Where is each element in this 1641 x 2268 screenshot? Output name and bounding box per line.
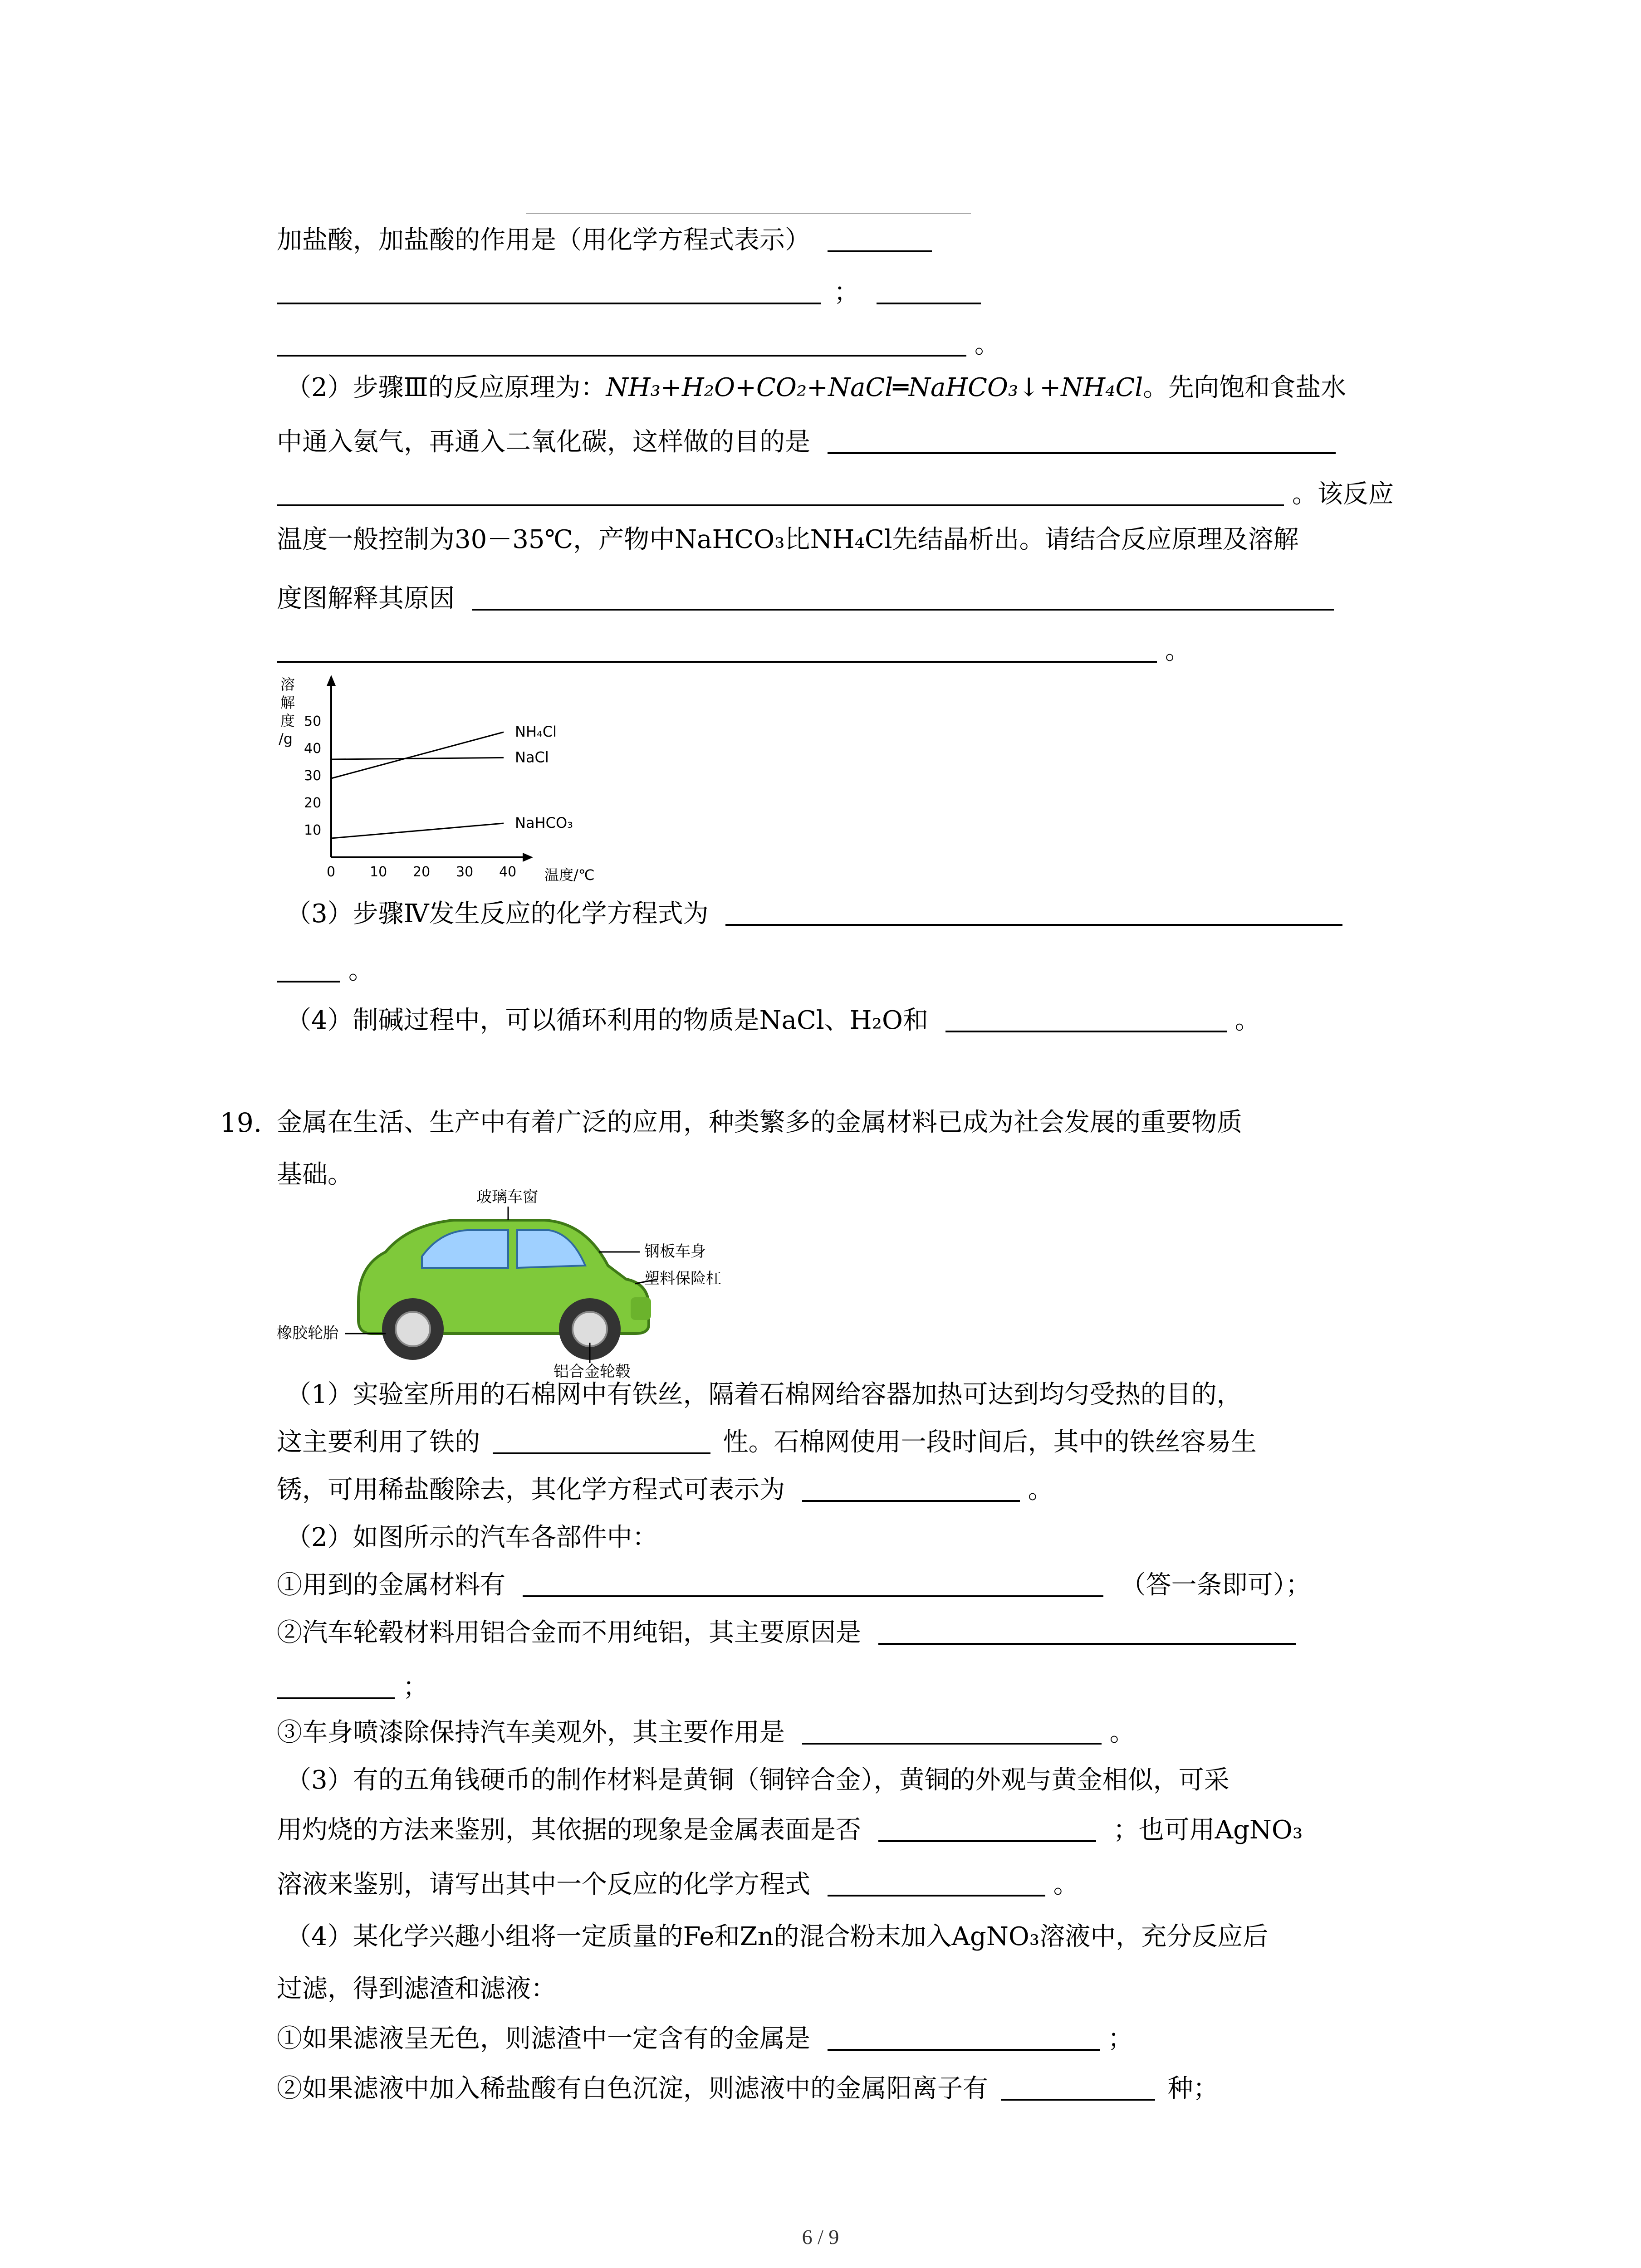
q18-part2-line3: 。该反应: [277, 476, 1394, 513]
series-line: [331, 758, 504, 759]
q18-line3: 。: [277, 327, 1000, 363]
x-tick-label: 20: [413, 864, 431, 880]
answer-blank[interactable]: [277, 953, 340, 982]
answer-blank[interactable]: [878, 1813, 1096, 1842]
q18-part2-line2: 中通入氨气，再通入二氧化碳，这样做的目的是: [277, 424, 1336, 460]
chart-ylabel-3: 度: [280, 712, 295, 729]
answer-blank[interactable]: [802, 1716, 1102, 1745]
series-line: [331, 823, 504, 838]
series-label: NH₄Cl: [515, 723, 557, 740]
q19-part4-line2: 过滤，得到滤渣和滤液：: [277, 1974, 556, 2004]
y-tick-label: 50: [304, 714, 322, 729]
q19-part3-line3: 溶液来鉴别，请写出其中一个反应的化学方程式 。: [277, 1867, 1079, 1903]
q19-part2-item3: ③车身喷漆除保持汽车美观外，其主要作用是 。: [277, 1715, 1135, 1751]
answer-blank[interactable]: [277, 327, 966, 357]
q18-part2-line4: 温度一般控制为30－35℃，产物中NaHCO₃比NH₄Cl先结晶析出。请结合反应原理及溶解: [277, 525, 1299, 554]
x-tick-label: 10: [370, 864, 387, 880]
series-label: NaCl: [515, 748, 549, 766]
answer-blank[interactable]: [828, 2022, 1100, 2051]
x-tick-label: 30: [456, 864, 474, 880]
q19-part2-title: （2）如图所示的汽车各部件中：: [286, 1523, 658, 1552]
y-tick-label: 10: [304, 822, 322, 838]
q19-intro-line1: 金属在生活、生产中有着广泛的应用，种类繁多的金属材料已成为社会发展的重要物质: [277, 1108, 1242, 1137]
chart-ylabel-2: 解: [280, 694, 295, 711]
q19-part4-item2: ②如果滤液中加入稀盐酸有白色沉淀，则滤液中的金属阳离子有 种；: [277, 2071, 1219, 2107]
car-illustration: [272, 1188, 726, 1379]
chart-xlabel: 温度/℃: [544, 866, 595, 884]
x-tick-label: 40: [499, 864, 517, 880]
y-tick-label: 40: [304, 741, 322, 757]
q19-part4-line1: （4）某化学兴趣小组将一定质量的Fe和Zn的混合粉末加入AgNO₃溶液中，充分反应后: [286, 1922, 1269, 1951]
answer-blank[interactable]: [472, 582, 1334, 611]
x-tick-label: 0: [327, 864, 336, 880]
chart-ylabel-4: /g: [279, 730, 293, 748]
series-line: [331, 732, 504, 778]
answer-blank[interactable]: [493, 1425, 710, 1454]
chart-ylabel-1: 溶: [280, 676, 295, 693]
q18-part3-line1: （3）步骤Ⅳ发生反应的化学方程式为: [286, 896, 1342, 932]
q19-part1-line1: （1）实验室所用的石棉网中有铁丝，隔着石棉网给容器加热可达到均匀受热的目的，: [286, 1380, 1242, 1409]
q19-part2-item2: ②汽车轮毂材料用铝合金而不用纯铝，其主要原因是: [277, 1615, 1296, 1651]
q19-part2-item1: ①用到的金属材料有 （答一条即可）；: [277, 1567, 1311, 1603]
q19-intro-line2: 基础。: [277, 1160, 353, 1189]
answer-blank[interactable]: [828, 223, 932, 252]
y-tick-label: 20: [304, 795, 322, 811]
q19-part1-line2: 这主要利用了铁的 性。石棉网使用一段时间后，其中的铁丝容易生: [277, 1424, 1257, 1461]
q18-part2-line6: 。: [277, 633, 1190, 669]
q18-part4: （4）制碱过程中，可以循环利用的物质是NaCl、H₂O和 。: [286, 1002, 1260, 1039]
q19-part1-line3: 锈，可用稀盐酸除去，其化学方程式可表示为 。: [277, 1472, 1053, 1508]
answer-blank[interactable]: [878, 1616, 1296, 1645]
answer-blank[interactable]: [277, 1670, 395, 1699]
x-axis-arrow: [523, 853, 533, 862]
answer-blank[interactable]: [828, 425, 1336, 454]
question-number: 19.: [220, 1107, 262, 1138]
label-bumper: 塑料保险杠: [644, 1270, 721, 1288]
y-axis-arrow: [327, 675, 336, 686]
q19-part3-line2: 用灼烧的方法来鉴别，其依据的现象是金属表面是否 ；也可用AgNO₃: [277, 1812, 1303, 1848]
answer-blank[interactable]: [277, 275, 821, 304]
q18-line2: ；: [277, 274, 981, 311]
answer-blank[interactable]: [828, 1867, 1045, 1897]
label-wheel: 铝合金轮毂: [554, 1363, 631, 1379]
answer-blank[interactable]: [945, 1003, 1227, 1032]
label-body: 钢板车身: [644, 1242, 706, 1261]
answer-blank[interactable]: [1001, 2072, 1155, 2101]
reaction-equation: NH₃+H₂O+CO₂+NaCl═NaHCO₃↓+NH₄Cl: [606, 373, 1143, 402]
top-divider: [526, 213, 971, 214]
q19-part2-item2-cont: ；: [277, 1669, 428, 1706]
q18-part2-line1: （2）步骤Ⅲ的反应原理为：NH₃+H₂O+CO₂+NaCl═NaHCO₃↓+NH₄Cl。先向饱和食盐水: [286, 373, 1347, 402]
wheel-icon: [396, 1312, 430, 1346]
answer-blank[interactable]: [277, 634, 1157, 663]
y-tick-label: 30: [304, 768, 322, 784]
answer-blank[interactable]: [523, 1568, 1103, 1597]
answer-blank[interactable]: [877, 275, 981, 304]
bumper-shape: [631, 1297, 651, 1320]
series-label: NaHCO₃: [515, 814, 573, 831]
wheel-icon: [573, 1312, 607, 1346]
label-window: 玻璃车窗: [476, 1188, 538, 1206]
solubility-chart: [272, 671, 681, 889]
q19-part4-item1: ①如果滤液呈无色，则滤渣中一定含有的金属是 ；: [277, 2021, 1133, 2057]
q18-part2-line5: 度图解释其原因: [277, 581, 1334, 617]
page-number: 6 / 9: [802, 2225, 839, 2248]
answer-blank[interactable]: [725, 897, 1342, 926]
answer-blank[interactable]: [802, 1473, 1020, 1502]
q18-part3-line2: 。: [277, 953, 374, 989]
answer-blank[interactable]: [277, 477, 1284, 506]
q19-part3-line1: （3）有的五角钱硬币的制作材料是黄铜（铜锌合金），黄铜的外观与黄金相似，可采: [286, 1765, 1230, 1795]
label-tire: 橡胶轮胎: [277, 1324, 338, 1342]
q18-line1: 加盐酸，加盐酸的作用是（用化学方程式表示）: [277, 222, 932, 259]
